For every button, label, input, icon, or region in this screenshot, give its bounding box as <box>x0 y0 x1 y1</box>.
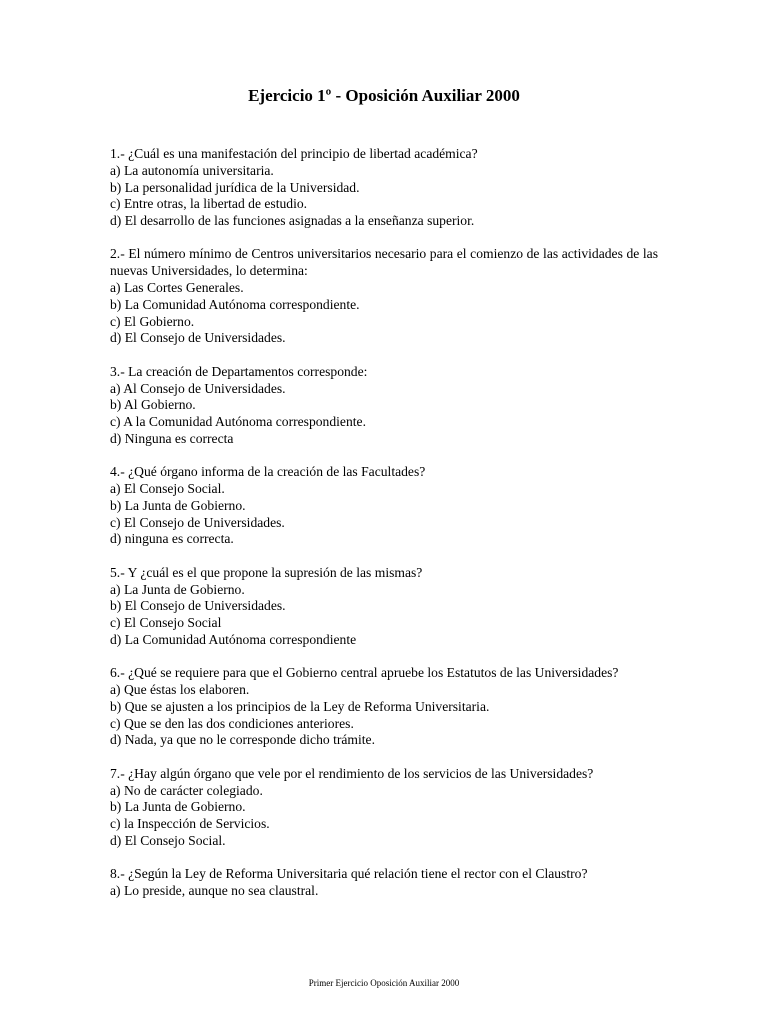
option-b: b) El Consejo de Universidades. <box>110 598 286 614</box>
question-5 <box>110 565 658 649</box>
option-d: d) El desarrollo de las funciones asignadas a la enseñanza superior. <box>110 213 475 229</box>
page-footer: Primer Ejercicio Oposición Auxiliar 2000 <box>308 978 460 988</box>
option-a: a) La autonomía universitaria. <box>110 162 274 178</box>
question-text: 1.- ¿Cuál es una manifestación del principio de libertad académica? <box>110 146 478 161</box>
question-2 <box>110 246 658 347</box>
question-4 <box>110 464 658 548</box>
option-a: a) Al Consejo de Universidades. <box>110 380 286 396</box>
option-a: a) Lo preside, aunque no sea claustral. <box>110 882 319 898</box>
option-b: b) La Junta de Gobierno. <box>110 799 246 815</box>
option-d: d) La Comunidad Autónoma correspondiente <box>110 631 357 647</box>
question-text: 6.- ¿Qué se requiere para que el Gobierno central apruebe los Estatutos de las Universidades? <box>110 665 619 681</box>
question-text: 3.- La creación de Departamentos corresponde: <box>110 363 368 379</box>
question-list <box>110 146 658 916</box>
question-text: 7.- ¿Hay algún órgano que vele por el rendimiento de los servicios de las Universidades? <box>110 765 594 781</box>
option-d: d) ninguna es correcta. <box>110 531 234 547</box>
question-text: 5.- Y ¿cuál es el que propone la supresión de las mismas? <box>110 564 423 580</box>
option-d: d) El Consejo Social. <box>110 832 226 848</box>
option-c: c) El Consejo Social <box>110 615 222 631</box>
option-b: b) Que se ajusten a los principios de la Ley de Reforma Universitaria. <box>110 698 490 714</box>
page-title: Ejercicio 1º - Oposición Auxiliar 2000 <box>248 86 520 105</box>
option-b: b) La Junta de Gobierno. <box>110 497 246 513</box>
option-d: d) Ninguna es correcta <box>110 430 234 446</box>
option-d: d) Nada, ya que no le corresponde dicho trámite. <box>110 732 375 748</box>
option-a: a) Las Cortes Generales. <box>110 280 244 296</box>
question-text: 2.- El número mínimo de Centros universitarios necesario para el comienzo de las actividades de las nuevas Universidades, lo determina: <box>110 246 658 279</box>
option-a: a) Que éstas los elaboren. <box>110 682 250 698</box>
question-8 <box>110 866 658 900</box>
question-1 <box>110 146 658 230</box>
question-text: 8.- ¿Según la Ley de Reforma Universitaria qué relación tiene el rector con el Claustro? <box>110 866 588 882</box>
option-c: c) la Inspección de Servicios. <box>110 816 270 832</box>
option-d: d) El Consejo de Universidades. <box>110 330 286 346</box>
question-3 <box>110 364 658 448</box>
question-7 <box>110 766 658 850</box>
option-c: c) Entre otras, la libertad de estudio. <box>110 196 308 212</box>
option-b: b) Al Gobierno. <box>110 397 196 413</box>
option-a: a) El Consejo Social. <box>110 481 225 497</box>
option-b: b) La Comunidad Autónoma correspondiente. <box>110 296 360 312</box>
option-c: c) Que se den las dos condiciones anteriores. <box>110 715 354 731</box>
question-6 <box>110 665 658 749</box>
option-a: a) La Junta de Gobierno. <box>110 581 245 597</box>
option-b: b) La personalidad jurídica de la Universidad. <box>110 179 360 195</box>
option-c: c) El Consejo de Universidades. <box>110 514 285 530</box>
option-c: c) El Gobierno. <box>110 313 195 329</box>
option-c: c) A la Comunidad Autónoma correspondiente. <box>110 414 366 430</box>
question-text: 4.- ¿Qué órgano informa de la creación de las Facultades? <box>110 464 426 480</box>
option-a: a) No de carácter colegiado. <box>110 782 263 798</box>
